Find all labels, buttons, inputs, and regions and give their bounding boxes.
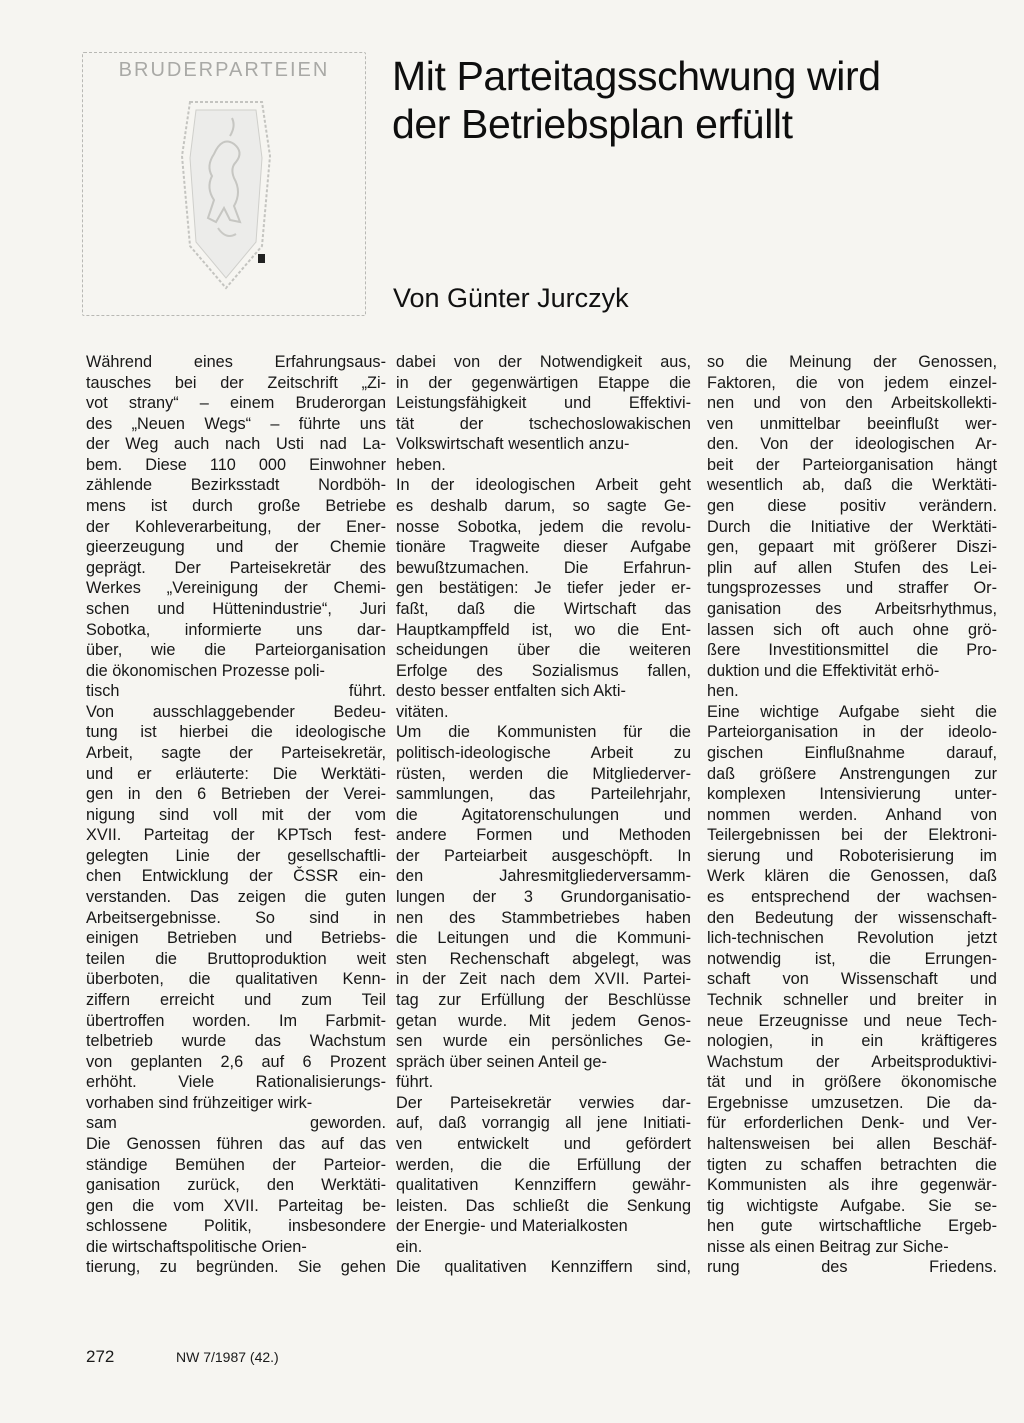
text-line: daß größere Anstrengungen zur: [707, 764, 997, 783]
text-line: Faktoren, die von jedem einzel-: [707, 373, 997, 392]
text-line: führt.: [396, 1073, 434, 1092]
title-line: Mit Parteitagsschwung wird: [392, 53, 881, 99]
text-line: den. Von der ideologischen Ar-: [707, 435, 997, 454]
text-line: gieerzeugung und der Chemie: [86, 538, 386, 557]
text-line: gen, gepaart mit größerer Diszi-: [707, 538, 997, 557]
text-line: einigen Betrieben und Betriebs-: [86, 929, 386, 948]
text-line: sammlungen, das Parteilehrjahr,: [396, 785, 691, 804]
text-line: Technik schneller und breiter in: [707, 990, 997, 1009]
text-line: ganisation zurück, den Werktäti-: [86, 1176, 386, 1195]
text-line: nen und von den Arbeitskollekti-: [707, 394, 997, 413]
text-line: tät der tschechoslowakischen: [396, 414, 691, 433]
article-title: [392, 52, 992, 148]
text-line: wesentlich ab, daß die Werktäti-: [707, 476, 997, 495]
text-line: mens ist durch große Betriebe: [86, 497, 386, 516]
text-line: chen Entwicklung der ČSSR ein-: [86, 867, 386, 886]
text-line: bewußtzumachen. Die Erfahrun-: [396, 558, 691, 577]
text-line: vorhaben sind frühzeitiger wirk-: [86, 1093, 313, 1112]
text-line: duktion und die Effektivität erhö-: [707, 661, 940, 680]
text-line: es entsprechend der wachsen-: [707, 888, 997, 907]
text-line: ziffern erreicht und zum Teil: [86, 990, 386, 1009]
text-line: Sobotka, informierte uns dar-: [86, 620, 386, 639]
text-line: tigten zu schaffen betrachten die: [707, 1155, 997, 1174]
text-line: es deshalb darum, so sagte Ge-: [396, 497, 691, 516]
text-line: Der Parteisekretär verwies dar-: [396, 1093, 691, 1112]
issue-reference: NW 7/1987 (42.): [176, 1349, 279, 1365]
title-line: der Betriebsplan erfüllt: [392, 101, 793, 147]
text-line: so die Meinung der Genossen,: [707, 353, 997, 371]
text-line: auf, daß vorrangig all jene Initiati-: [396, 1114, 691, 1133]
text-line: qualitativen Kennziffern gewähr-: [396, 1176, 691, 1195]
text-line: gen bestätigen: Je tiefer jeder er-: [396, 579, 691, 598]
text-line: der Weg auch nach Usti nad La-: [86, 435, 386, 454]
text-line: lassen sich oft auch ohne grö-: [707, 620, 997, 639]
text-line: des „Neuen Wegs“ – führte uns: [86, 414, 386, 433]
text-line: heben.: [396, 455, 446, 474]
section-label: BRUDERPARTEIEN: [118, 59, 330, 81]
text-line: geprägt. Der Parteisekretär des: [86, 558, 386, 577]
text-line: in der Zeit nach dem XVII. Partei-: [396, 970, 691, 989]
text-line: tionäre Tragweite dieser Aufgabe: [396, 538, 691, 557]
text-line: überboten, die qualitativen Kenn-: [86, 970, 386, 989]
text-line: gelegten Linie der gesellschaftli-: [86, 846, 386, 865]
text-line: beit der Parteiorganisation hängt: [707, 455, 997, 474]
text-line: Werk klären die Genossen, daß: [707, 867, 997, 886]
text-column-2: [396, 352, 691, 1312]
text-line: nigung sind voll mit der vom: [86, 805, 386, 824]
text-line: tausches bei der Zeitschrift „Zi-: [86, 373, 386, 392]
text-line: tung ist hierbei die ideologische: [86, 723, 386, 742]
text-line: Teilergebnissen bei der Elektroni-: [707, 826, 997, 845]
text-line: der Kohleverarbeitung, der Ener-: [86, 517, 386, 536]
text-line: Um die Kommunisten für die: [396, 723, 691, 742]
text-line: Volkswirtschaft wesentlich anzu-: [396, 435, 630, 454]
text-line: sam geworden.: [86, 1114, 386, 1133]
text-line: Parteiorganisation in der ideolo-: [707, 723, 997, 742]
text-line: tig wichtigste Aufgabe. Sie se-: [707, 1196, 997, 1215]
text-line: Während eines Erfahrungsaus-: [86, 353, 386, 371]
text-line: vot strany“ – einem Bruderorgan: [86, 394, 386, 413]
text-line: komplexen Intensivierung unter-: [707, 785, 997, 804]
text-line: neue Erzeugnisse und neue Tech-: [707, 1011, 997, 1030]
text-line: zählende Bezirksstadt Nordböh-: [86, 476, 386, 495]
text-line: für erforderlichen Denk- und Ver-: [707, 1114, 997, 1133]
text-line: tät und in größere ökonomische: [707, 1073, 997, 1092]
text-line: gischen Einflußnahme darauf,: [707, 743, 997, 762]
text-line: haltensweisen bei allen Beschäf-: [707, 1134, 997, 1153]
text-line: lich-technischen Revolution jetzt: [707, 929, 997, 948]
text-line: nen des Stammbetriebes haben: [396, 908, 691, 927]
text-line: Wachstum der Arbeitsproduktivi-: [707, 1052, 997, 1071]
text-line: Werkes „Vereinigung der Chemi-: [86, 579, 386, 598]
text-line: in der gegenwärtigen Etappe die: [396, 373, 691, 392]
text-line: nosse Sobotka, jedem die revolu-: [396, 517, 691, 536]
text-line: nommen werden. Anhand von: [707, 805, 997, 824]
text-line: schen und Hüttenindustrie“, Juri: [86, 599, 386, 618]
text-line: den Bedeutung der wissenschaft-: [707, 908, 997, 927]
text-line: nisse als einen Beitrag zur Siche-: [707, 1237, 949, 1256]
text-line: Kommunisten als ihre gegenwär-: [707, 1176, 997, 1195]
text-line: gen die vom XVII. Parteitag be-: [86, 1196, 386, 1215]
text-line: nologien, in ein kräftigeres: [707, 1032, 997, 1051]
text-line: Eine wichtige Aufgabe sieht die: [707, 702, 997, 721]
text-line: schlossene Politik, insbesondere: [86, 1217, 386, 1236]
text-line: dabei von der Notwendigkeit aus,: [396, 353, 691, 371]
text-line: Erfolge des Sozialismus fallen,: [396, 661, 691, 680]
text-line: notwendig ist, die Errungen-: [707, 949, 997, 968]
text-line: den Jahresmitgliederversamm-: [396, 867, 691, 886]
text-line: andere Formen und Methoden: [396, 826, 691, 845]
text-line: rüsten, werden die Mitgliederver-: [396, 764, 691, 783]
text-line: plin auf allen Stufen des Lei-: [707, 558, 997, 577]
text-line: ständige Bemühen der Parteior-: [86, 1155, 386, 1174]
text-line: Arbeitsergebnisse. So sind in: [86, 908, 386, 927]
text-line: werden, die die Erfüllung der: [396, 1155, 691, 1174]
text-line: der Energie- und Materialkosten: [396, 1217, 628, 1236]
text-line: vitäten.: [396, 702, 449, 721]
text-line: rung des Friedens.: [707, 1258, 997, 1277]
text-line: verstanden. Das zeigen die guten: [86, 888, 386, 907]
text-line: Durch die Initiative der Werktäti-: [707, 517, 997, 536]
text-line: tag zur Erfüllung der Beschlüsse: [396, 990, 691, 1009]
text-line: schaft von Wissenschaft und: [707, 970, 997, 989]
text-line: erhöht. Viele Rationalisierungs-: [86, 1073, 386, 1092]
page-number: 272: [86, 1347, 115, 1366]
text-line: gen diese positiv verändern.: [707, 497, 997, 516]
text-line: ven entwickelt und gefördert: [396, 1134, 691, 1153]
text-line: hen gute wirtschaftliche Ergeb-: [707, 1217, 997, 1236]
text-line: der Parteiarbeit ausgeschöpft. In: [396, 846, 691, 865]
text-line: Die qualitativen Kennziffern sind,: [396, 1258, 691, 1277]
text-line: von geplanten 2,6 auf 6 Prozent: [86, 1052, 386, 1071]
text-line: tisch führt.: [86, 682, 386, 701]
text-line: getan wurde. Mit jedem Genos-: [396, 1011, 691, 1030]
text-line: tungsprozesses und straffer Or-: [707, 579, 997, 598]
text-line: die ökonomischen Prozesse poli-: [86, 661, 325, 680]
text-line: Ergebnisse umzusetzen. Die da-: [707, 1093, 997, 1112]
text-line: gen in den 6 Betrieben der Verei-: [86, 785, 386, 804]
byline: Von Günter Jurczyk: [393, 283, 629, 313]
text-line: politisch-ideologische Arbeit zu: [396, 743, 691, 762]
lion-emblem-icon: [170, 96, 282, 294]
text-line: übertroffen worden. Im Farbmit-: [86, 1011, 386, 1030]
text-line: desto besser entfalten sich Akti-: [396, 682, 626, 701]
text-line: über, wie die Parteiorganisation: [86, 641, 386, 660]
text-line: sierung und Roboterisierung im: [707, 846, 997, 865]
text-line: ein.: [396, 1237, 423, 1256]
text-line: ßere Investitionsmittel die Pro-: [707, 641, 997, 660]
text-line: ven unmittelbar beeinflußt wer-: [707, 414, 997, 433]
text-line: bem. Diese 110 000 Einwohner: [86, 455, 386, 474]
text-line: In der ideologischen Arbeit geht: [396, 476, 691, 495]
text-line: lungen der 3 Grundorganisatio-: [396, 888, 691, 907]
text-line: die wirtschaftspolitische Orien-: [86, 1237, 307, 1256]
text-line: sen wurde ein persönliches Ge-: [396, 1032, 691, 1051]
text-line: leisten. Das schließt die Senkung: [396, 1196, 691, 1215]
text-line: die Agitatorenschulungen und: [396, 805, 691, 824]
text-line: die Leitungen und die Kommuni-: [396, 929, 691, 948]
text-line: Arbeit, sagte der Parteisekretär,: [86, 743, 386, 762]
text-line: ganisation des Arbeitsrhythmus,: [707, 599, 997, 618]
text-line: und er erläuterte: Die Werktäti-: [86, 764, 386, 783]
text-line: scheidungen über die weiteren: [396, 641, 691, 660]
text-line: Hauptkampffeld ist, wo die Ent-: [396, 620, 691, 639]
text-line: tierung, zu begründen. Sie gehen: [86, 1258, 386, 1277]
text-line: telbetrieb wurde das Wachstum: [86, 1032, 386, 1051]
text-column-1: [86, 352, 386, 1312]
text-line: spräch über seinen Anteil ge-: [396, 1052, 607, 1071]
text-line: faßt, daß die Wirtschaft das: [396, 599, 691, 618]
text-column-3: [707, 352, 997, 1312]
text-line: sten Rechenschaft abgelegt, was: [396, 949, 691, 968]
text-line: teilen die Bruttoproduktion weit: [86, 949, 386, 968]
text-line: Die Genossen führen das auf das: [86, 1134, 386, 1153]
text-line: Von ausschlaggebender Bedeu-: [86, 702, 386, 721]
text-line: XVII. Parteitag der KPTsch fest-: [86, 826, 386, 845]
text-line: Leistungsfähigkeit und Effektivi-: [396, 394, 691, 413]
text-line: hen.: [707, 682, 739, 701]
